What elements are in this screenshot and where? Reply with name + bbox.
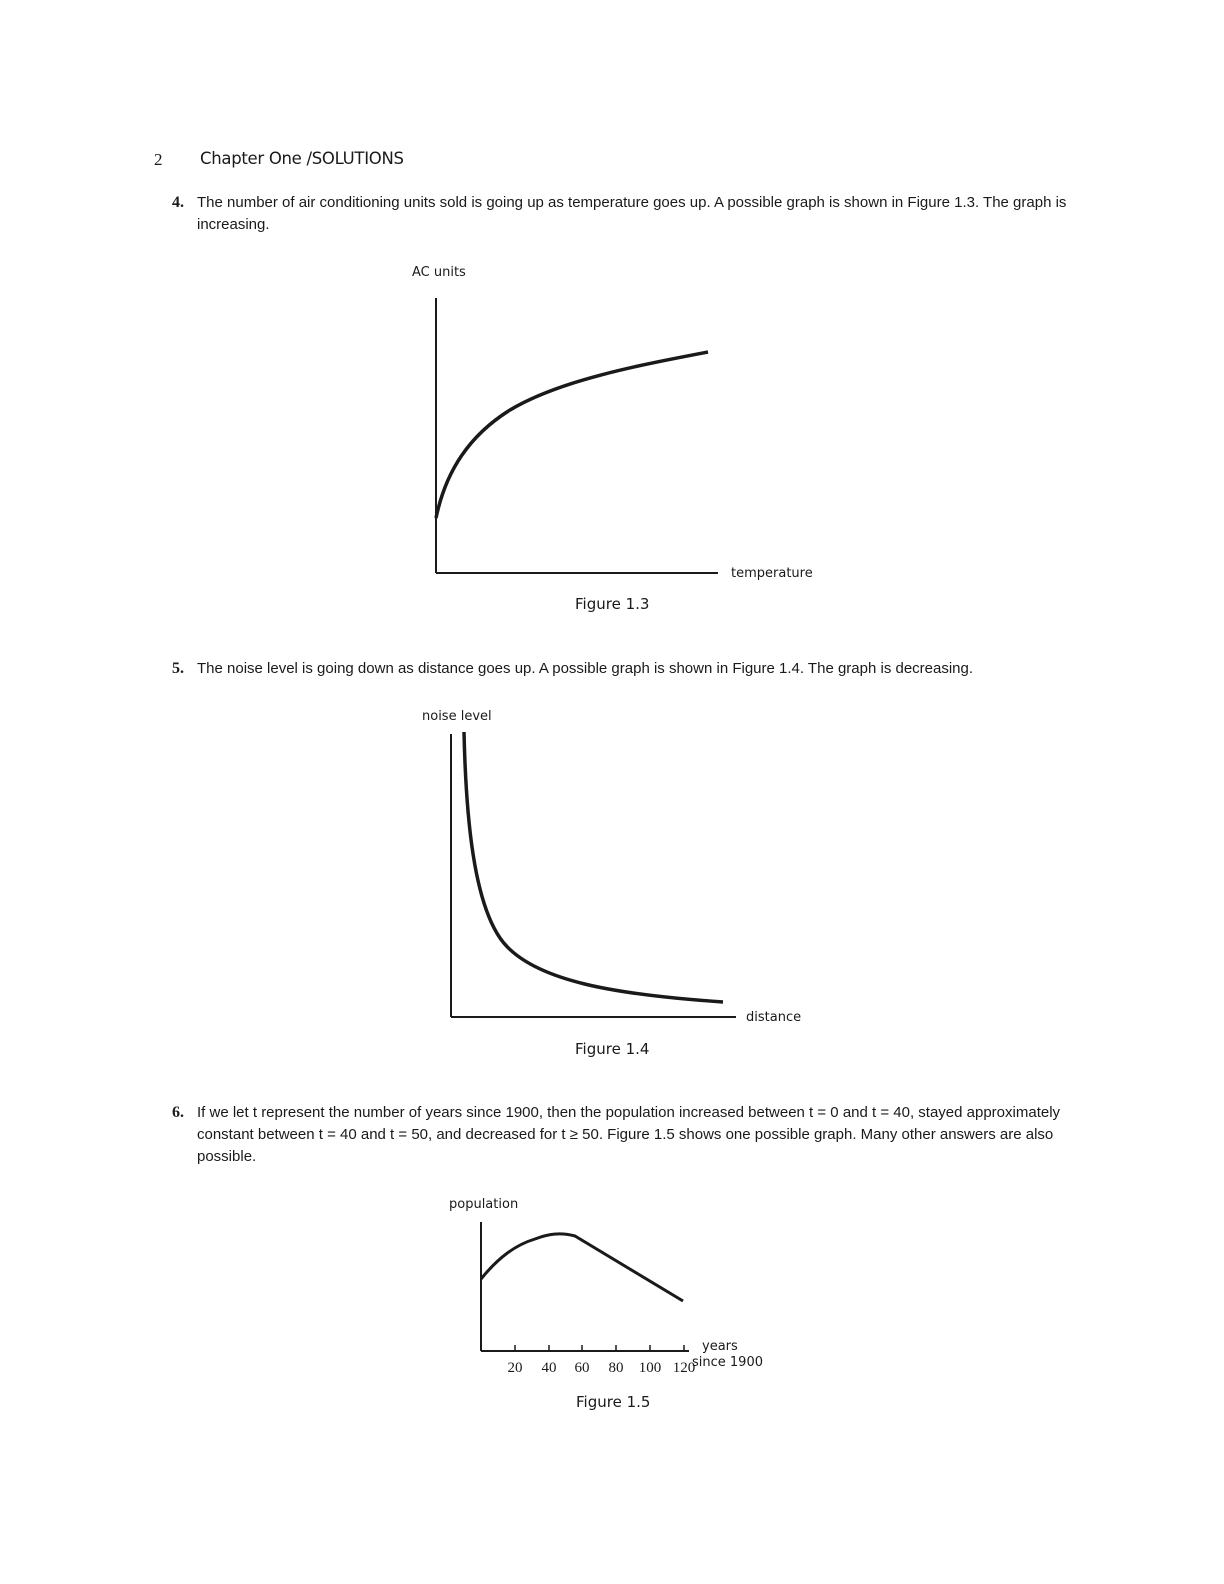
page-number: 2 xyxy=(154,150,163,169)
x-tick-label: 100 xyxy=(638,1360,662,1376)
x-tick-label: 60 xyxy=(574,1360,590,1376)
x-ticks xyxy=(508,1345,696,1376)
problem-text: If we let t represent the number of years since 1900, then the population increased between t = 0 and t = 40, stayed approximately constant between t = 40 and t = 50, and decreased for t ≥ 50. Figure 1.5 shows one possible graph. Many other answers are also possible. xyxy=(197,1104,1061,1165)
figure-caption: Figure 1.5 xyxy=(576,1393,651,1411)
y-axis-label: AC units xyxy=(412,265,466,280)
problem-text: The noise level is going down as distance goes up. A possible graph is shown in Figure 1.4. The graph is decreasing. xyxy=(197,660,974,677)
x-tick-label: 120 xyxy=(672,1360,696,1376)
problem-number: 5. xyxy=(172,660,184,677)
y-axis-label: noise level xyxy=(422,709,492,724)
x-tick-label: 80 xyxy=(608,1360,624,1376)
x-axis-label-line2: since 1900 xyxy=(692,1355,763,1370)
page-header-title: Chapter One /SOLUTIONS xyxy=(200,149,404,168)
x-axis-label: distance xyxy=(746,1010,802,1025)
problem-number: 6. xyxy=(172,1104,184,1121)
x-axis-label: temperature xyxy=(731,566,813,581)
figure-caption: Figure 1.3 xyxy=(575,595,650,613)
problem-text: The number of air conditioning units sold is going up as temperature goes up. A possible graph is shown in Figure 1.3. The graph is increasing. xyxy=(197,194,1067,233)
x-tick-label: 20 xyxy=(507,1360,523,1376)
population-curve xyxy=(481,1234,683,1301)
x-axis-label-line1: years xyxy=(702,1339,738,1354)
figure-caption: Figure 1.4 xyxy=(575,1040,650,1058)
problem-number: 4. xyxy=(172,194,184,211)
x-tick-label: 40 xyxy=(541,1360,557,1376)
y-axis-label: population xyxy=(449,1197,519,1212)
